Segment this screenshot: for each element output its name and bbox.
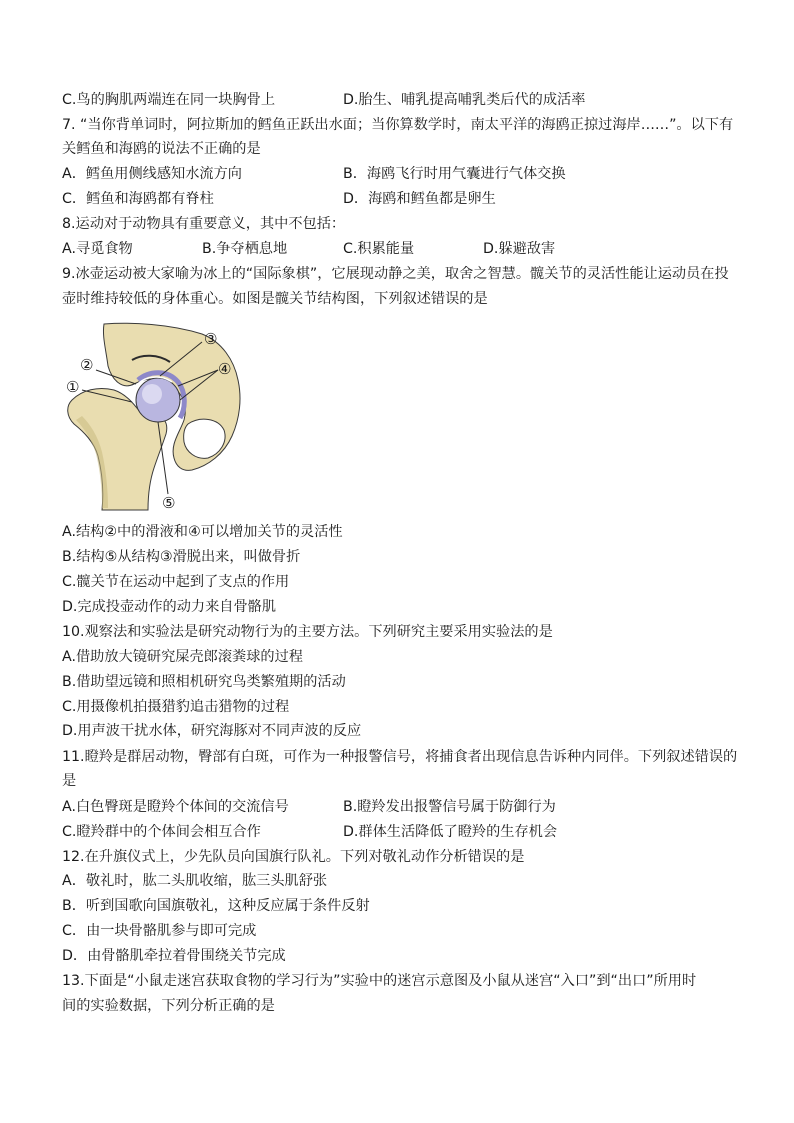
q8-option-a: A.寻觅食物 [62, 241, 133, 257]
label-2: ② [80, 356, 94, 374]
line-6c: C.鸟的胸肌两端连在同一块胸骨上 [62, 92, 276, 108]
q10-option-d: D.用声波干扰水体，研究海豚对不同声波的反应 [62, 723, 362, 739]
q11-stem-2: 是 [62, 773, 77, 789]
q11-option-b: B.瞪羚发出报警信号属于防御行为 [343, 799, 556, 815]
label-1: ① [66, 378, 80, 396]
q12-option-b: B．听到国歌向国旗敬礼，这种反应属于条件反射 [62, 898, 370, 914]
q7-option-b: B．海鸥飞行时用气囊进行气体交换 [343, 166, 566, 182]
label-3: ③ [204, 330, 218, 348]
q13-stem-2: 间的实验数据，下列分析正确的是 [62, 998, 275, 1014]
q12-option-c: C．由一块骨骼肌参与即可完成 [62, 923, 257, 939]
line-6d: D.胎生、哺乳提高哺乳类后代的成活率 [343, 92, 586, 108]
q11-option-c: C.瞪羚群中的个体间会相互合作 [62, 824, 261, 840]
q12-option-d: D．由骨骼肌牵拉着骨围绕关节完成 [62, 948, 286, 964]
q12-stem: 12.在升旗仪式上，少先队员向国旗行队礼。下列对敬礼动作分析错误的是 [62, 849, 525, 865]
q7-stem-2: 关鳕鱼和海鸥的说法不正确的是 [62, 141, 261, 157]
q10-option-b: B.借助望远镜和照相机研究鸟类繁殖期的活动 [62, 674, 346, 690]
q12-option-a: A．敬礼时，肱二头肌收缩，肱三头肌舒张 [62, 873, 328, 889]
q7-stem-1: 7. “当你背单词时，阿拉斯加的鳕鱼正跃出水面；当你算数学时，南太平洋的海鸥正掠过海岸……”。以下有 [62, 117, 734, 133]
q8-stem: 8.运动对于动物具有重要意义，其中不包括： [62, 216, 346, 232]
q9-stem-2: 壶时维持较低的身体重心。如图是髋关节结构图，下列叙述错误的是 [62, 291, 488, 307]
hip-joint-diagram [62, 320, 262, 512]
q8-option-d: D.躲避敌害 [483, 241, 556, 257]
q9-option-c: C.髋关节在运动中起到了支点的作用 [62, 574, 290, 590]
femoral-head-highlight [142, 384, 162, 404]
q10-option-a: A.借助放大镜研究屎壳郎滚粪球的过程 [62, 649, 303, 665]
q10-stem: 10.观察法和实验法是研究动物行为的主要方法。下列研究主要采用实验法的是 [62, 624, 553, 640]
hip-joint-figure [62, 320, 262, 512]
q7-option-d: D．海鸥和鳕鱼都是卵生 [343, 191, 496, 207]
q9-option-d: D.完成投壶动作的动力来自骨骼肌 [62, 599, 277, 615]
q9-stem-1: 9.冰壶运动被大家喻为冰上的“国际象棋”，它展现动静之美，取舍之智慧。髋关节的灵活性能让运动员在投 [62, 266, 729, 282]
q7-option-c: C．鳕鱼和海鸥都有脊柱 [62, 191, 214, 207]
q13-stem-1: 13.下面是“小鼠走迷宫获取食物的学习行为”实验中的迷宫示意图及小鼠从迷宫“入口”到“出口”所用时 [62, 973, 697, 989]
q11-option-d: D.群体生活降低了瞪羚的生存机会 [343, 824, 558, 840]
q11-stem-1: 11.瞪羚是群居动物，臀部有白斑，可作为一种报警信号，将捕食者出现信息告诉种内同伴。下列叙述错误的 [62, 749, 738, 765]
label-4: ④ [218, 360, 232, 378]
q10-option-c: C.用摄像机拍摄猎豹追击猎物的过程 [62, 699, 290, 715]
q8-option-c: C.积累能量 [343, 241, 415, 257]
q9-option-a: A.结构②中的滑液和④可以增加关节的灵活性 [62, 524, 343, 540]
q7-option-a: A．鳕鱼用侧线感知水流方向 [62, 166, 242, 182]
q8-option-b: B.争夺栖息地 [202, 241, 288, 257]
label-5: ⑤ [162, 494, 176, 512]
q9-option-b: B.结构⑤从结构③滑脱出来，叫做骨折 [62, 549, 301, 565]
q11-option-a: A.白色臀斑是瞪羚个体间的交流信号 [62, 799, 289, 815]
